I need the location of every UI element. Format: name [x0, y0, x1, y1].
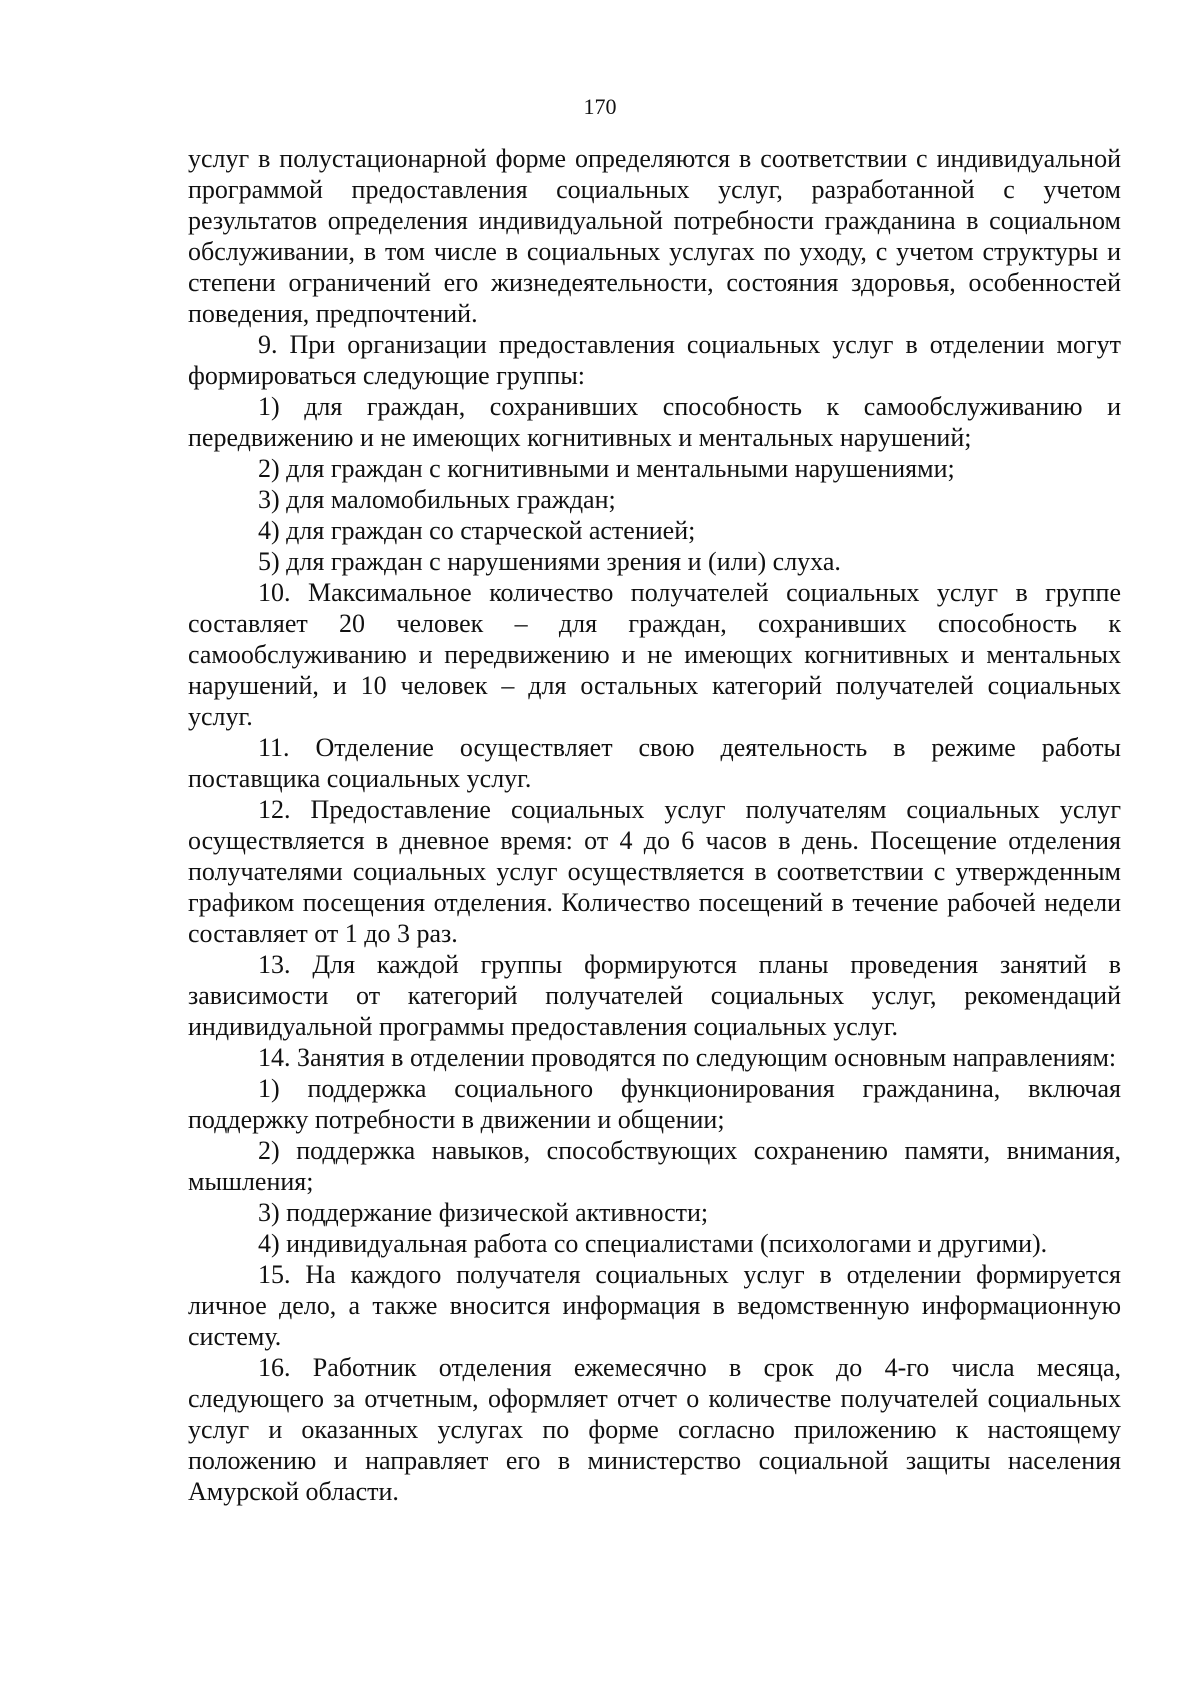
list-item-14-1: 1) поддержка социального функционирования гражданина, включая поддержку потребности в движении и общении; — [188, 1074, 1121, 1134]
paragraph-16: 16. Работник отделения ежемесячно в срок до 4-го числа месяца, следующего за отчетным, оформляет отчет о количестве получателей социальных услуг и оказанных услугах по форме согласно приложению к настоящему положению и направляет его в министерство социальной защиты населения Амурской области. — [188, 1353, 1121, 1506]
paragraph-15: 15. На каждого получателя социальных услуг в отделении формируется личное дело, а также вносится информация в ведомственную информационную систему. — [188, 1260, 1121, 1351]
list-item-14-2: 2) поддержка навыков, способствующих сохранению памяти, внимания, мышления; — [188, 1136, 1121, 1196]
paragraph-13: 13. Для каждой группы формируются планы проведения занятий в зависимости от категорий получателей социальных услуг, рекомендаций индивидуальной программы предоставления социальных услуг. — [188, 950, 1121, 1041]
paragraph-14: 14. Занятия в отделении проводятся по следующим основным направлениям: — [258, 1043, 1117, 1072]
list-item-9-4: 4) для граждан со старческой астенией; — [258, 516, 696, 545]
paragraph-continuation: услуг в полустационарной форме определяются в соответствии с индивидуальной программой предоставления социальных услуг, разработанной с учетом результатов определения индивидуальной потребности гражданина в социальном обслуживании, в том числе в социальных услугах по уходу, с учетом структуры и степени ограничений его жизнедеятельности, состояния здоровья, особенностей поведения, предпочтений. — [188, 144, 1121, 328]
list-item-9-1: 1) для граждан, сохранивших способность к самообслуживанию и передвижению и не имеющих когнитивных и ментальных нарушений; — [188, 392, 1121, 452]
list-item-14-4: 4) индивидуальная работа со специалистами (психологами и другими). — [258, 1229, 1048, 1258]
paragraph-11: 11. Отделение осуществляет свою деятельность в режиме работы поставщика социальных услуг. — [188, 733, 1121, 793]
paragraph-9: 9. При организации предоставления социальных услуг в отделении могут формироваться следующие группы: — [188, 330, 1121, 390]
list-item-14-3: 3) поддержание физической активности; — [258, 1198, 709, 1227]
list-item-9-2: 2) для граждан с когнитивными и ментальными нарушениями; — [258, 454, 955, 483]
document-body — [188, 143, 1121, 1507]
paragraph-10: 10. Максимальное количество получателей социальных услуг в группе составляет 20 человек – для граждан, сохранивших способность к самообслуживанию и передвижению и не имеющих когнитивных и ментальных нарушений, и 10 человек – для остальных категорий получателей социальных услуг. — [188, 578, 1121, 731]
paragraph-12: 12. Предоставление социальных услуг получателям социальных услуг осуществляется в дневное время: от 4 до 6 часов в день. Посещение отделения получателями социальных услуг осуществляется в соответствии с утвержденным графиком посещения отделения. Количество посещений в течение рабочей недели составляет от 1 до 3 раз. — [188, 795, 1121, 948]
page-number: 170 — [583, 94, 617, 119]
list-item-9-3: 3) для маломобильных граждан; — [258, 485, 616, 514]
list-item-9-5: 5) для граждан с нарушениями зрения и (или) слуха. — [258, 547, 841, 576]
